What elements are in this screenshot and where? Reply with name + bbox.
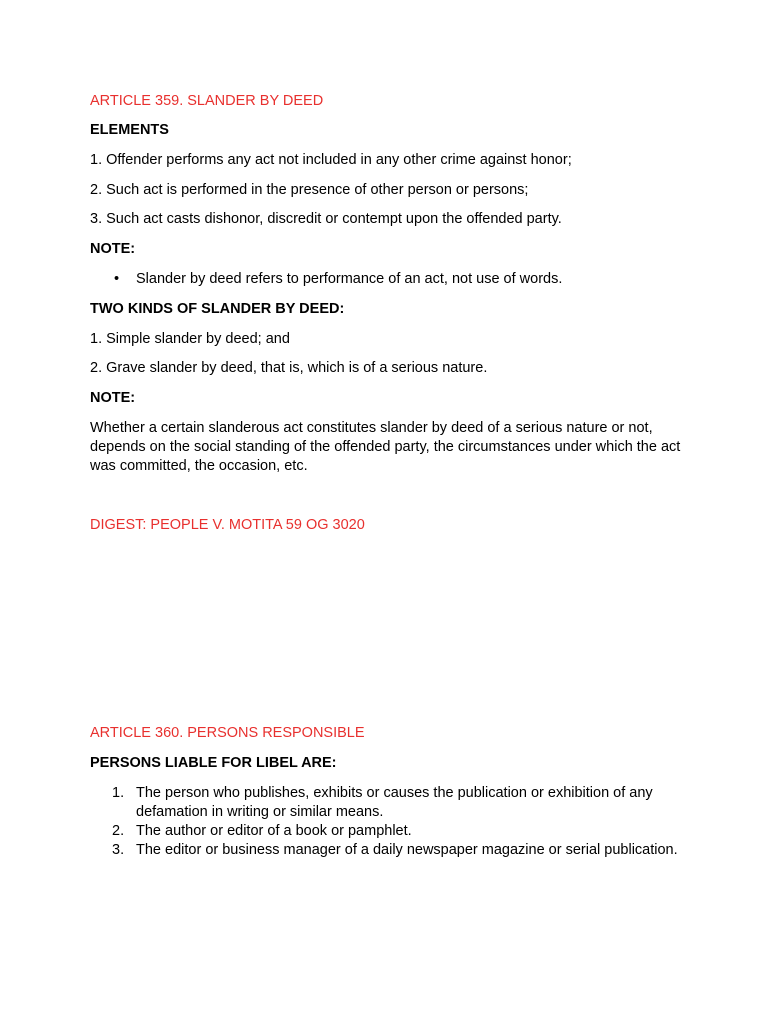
element-item-1: 1. Offender performs any act not included in any other crime against honor;: [90, 152, 572, 168]
list-item-text: The editor or business manager of a daily newspaper magazine or serial publication.: [136, 842, 678, 858]
list-item-text: The person who publishes, exhibits or causes the publication or exhibition of any defamation in writing or similar means.: [136, 785, 653, 820]
note-bullet-text: Slander by deed refers to performance of an act, not use of words.: [136, 271, 563, 287]
liable-list: [90, 784, 690, 860]
element-item-2: 2. Such act is performed in the presence of other person or persons;: [90, 182, 529, 198]
list-item: [90, 822, 690, 841]
bullet-icon: •: [114, 271, 120, 287]
kinds-label: TWO KINDS OF SLANDER BY DEED:: [90, 301, 345, 317]
note-label-2: NOTE:: [90, 390, 136, 406]
kind-item-1: 1. Simple slander by deed; and: [90, 331, 290, 347]
list-number: 1.: [112, 785, 125, 801]
list-number: 2.: [112, 823, 125, 839]
list-item: [90, 270, 690, 289]
article-359-heading: ARTICLE 359. SLANDER BY DEED: [90, 93, 324, 109]
digest-heading: DIGEST: PEOPLE V. MOTITA 59 OG 3020: [90, 517, 365, 533]
document-page: [90, 0, 690, 1024]
list-item: [90, 784, 690, 822]
list-item: [90, 841, 690, 860]
element-item-3: 3. Such act casts dishonor, discredit or contempt upon the offended party.: [90, 211, 562, 227]
note-label-1: NOTE:: [90, 241, 136, 257]
elements-label: ELEMENTS: [90, 122, 169, 138]
list-item-text: The author or editor of a book or pamphlet.: [136, 823, 412, 839]
list-number: 3.: [112, 842, 125, 858]
note-paragraph: Whether a certain slanderous act constitutes slander by deed of a serious nature or not, depends on the social standing of the offended party, the circumstances under which the act was committed, the occasion, etc.: [90, 420, 681, 474]
liable-label: PERSONS LIABLE FOR LIBEL ARE:: [90, 755, 337, 771]
note-bullet-list: [90, 270, 690, 289]
kind-item-2: 2. Grave slander by deed, that is, which is of a serious nature.: [90, 360, 488, 376]
article-360-heading: ARTICLE 360. PERSONS RESPONSIBLE: [90, 725, 365, 741]
